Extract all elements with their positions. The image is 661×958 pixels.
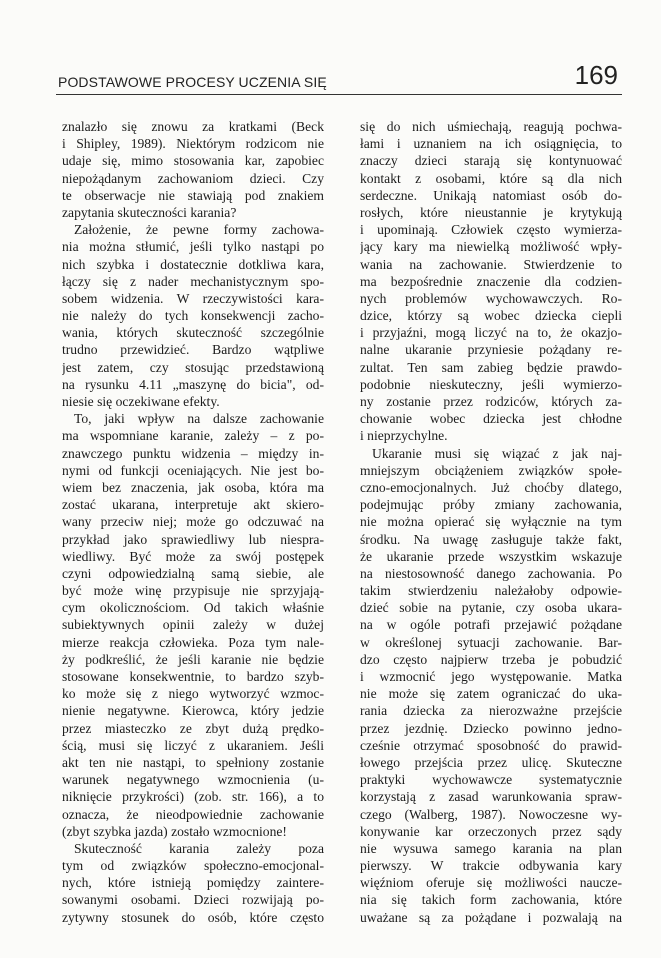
text-line: nie może się zatem ograniczać do uka- [360,686,622,702]
text-line: nienie negatywne. Kierowca, który jedzie [62,703,324,719]
text-line: zytywny stosunek do osób, które często [62,909,324,925]
text-line: subiektywnych opinii zależy w dużej [62,617,324,633]
text-line: jest zatem, czy stosując przedstawioną [62,359,324,375]
text-line: i Shipley, 1989). Niektórym rodzicom nie [62,136,324,152]
text-line: praktyki wychowawcze systematycznie [360,772,622,788]
text-line: przez miasteczko ze zbyt dużą prędko- [62,720,324,736]
text-line: sobem widzenia. W rzeczywistości kara- [62,290,324,306]
text-line: dzieć sobie na pytanie, czy osoba ukara- [360,600,622,616]
text-line: wiedliwy. Być może za swój postępek [62,548,324,564]
text-line: wania, których skuteczność szczególnie [62,325,324,341]
text-line: pierwszy. W trakcie odbywania kary [360,858,622,874]
text-line: łowego przejścia przez ulicę. Skuteczne [360,754,622,770]
text-line: nymi od funkcji oceniających. Nie jest bo- [62,462,324,478]
text-line: To, jaki wpływ na dalsze zachowanie [74,411,324,427]
text-line: ma bezpośrednie znaczenie dla codzien- [360,273,622,289]
text-line: łączy się z nader mechanistycznym spo- [62,273,324,289]
page-number: 169 [574,60,618,90]
text-line: rosłych, które nieustannie je krytykują [360,204,622,220]
text-line: i przyjaźni, mogą liczyć na to, że okazjo- [360,325,622,341]
text-line: na niestosowność danego zachowania. Po [360,565,622,581]
text-line: zultat. Ten sam zabieg będzie prawdo- [360,359,622,375]
text-line: ny zostanie przez rodziców, których za- [360,394,622,409]
text-line: serdeczne. Unikają natomiast osób do- [360,187,622,203]
text-line: i wzmocnić jego występowanie. Matka [360,669,622,684]
text-line: oznacza, że nieodpowiednie zachowanie [62,806,324,822]
text-line: się do nich uśmiechają, reagują pochwa- [360,119,622,134]
text-line: jący kary ma niewielką możliwość wpły- [360,239,622,255]
text-line: czego (Walberg, 1987). Nowoczesne wy- [360,806,622,822]
text-line: przez jezdnię. Dziecko powinno jedno- [360,720,622,736]
text-line: podejmując próby zmiany zachowania, [360,497,622,513]
text-line: takim stwierdzeniu należałoby odpowie- [360,583,622,599]
text-line: nie należy do tych konsekwencji zacho- [62,308,324,324]
text-line: nie wysuwa samego karania na plan [360,840,622,856]
text-line: i nieprzychylne. [360,428,448,444]
text-line: że ukaranie przede wszystkim wskazuje [360,548,622,564]
text-line: znaczy dzieci starają się kontynuować [360,153,622,169]
page-header [56,60,622,94]
text-line: Założenie, że pewne formy zachowa- [74,222,324,238]
text-line: niesie się oczekiwane efekty. [62,394,220,409]
text-line: nia się takich form zachowania, które [360,892,622,908]
text-line: więźniom oferuje się możliwości naucze- [360,875,622,891]
text-line: Skuteczność karania zależy poza [74,840,324,856]
text-line: Ukaranie musi się wiązać z jak naj- [372,445,622,461]
text-line: na rysunku 4.11 „maszynę do bicia", od- [62,376,324,392]
text-line: ma wspomniane karanie, zależy – z po- [62,428,324,444]
text-line: czno-emocjonalnych. Już choćby dlatego, [360,479,622,495]
text-line: stosowane konsekwentnie, to bardzo szyb- [62,669,324,684]
text-line: wiem bez znaczenia, jak osoba, która ma [62,479,324,495]
text-line: nych, które istnieją pomiędzy zaintere- [62,875,324,891]
text-line: rania dziecka za nierozważne przejście [360,703,622,719]
text-line: łami i uznaniem na ich osiągnięcia, to [360,136,622,152]
text-line: trudno przewidzieć. Bardzo wątpliwe [62,342,324,358]
text-line: ko może się z niego wytworzyć wzmoc- [62,686,324,702]
text-line: te obserwacje nie stawiają pod znakiem [62,187,324,203]
text-line: warunek negatywnego wzmocnienia (u- [62,772,324,788]
running-head: PODSTAWOWE PROCESY UCZENIA SIĘ [58,74,327,90]
text-line: uważane są za pożądane i pozwalają na [360,909,622,925]
text-line: i upominają. Człowiek często wymierza- [360,222,622,238]
left-text-column [62,118,324,926]
text-line: udaje się, mimo stosowania kar, zapobiec [62,153,324,169]
text-line: ścią, musi się liczyć z ukaraniem. Jeśli [62,737,324,753]
text-line: w określonej sytuacji zachowanie. Bar- [360,634,622,650]
text-line: nalne ukaranie przyniesie pożądany re- [360,342,622,358]
text-line: korzystają z zasad warunkowania spraw- [360,789,622,805]
text-line: nia można stłumić, jeśli tylko nastąpi po [62,239,324,255]
text-line: cym okolicznościom. Od takich właśnie [62,600,324,616]
text-line: wany przeciw niej; może go odczuwać na [62,514,324,530]
text-line: cześnie otrzymać sposobność do prawid- [360,737,622,753]
header-rule [56,94,622,95]
text-line: na w ogóle potrafi przejawić pożądane [360,617,622,633]
text-line: podobnie nieskuteczny, jeśli wymierzo- [360,376,622,392]
text-line: sowanymi osobami. Dzieci rozwijają po- [62,892,324,908]
text-line: czyni odpowiedzialną samą siebie, ale [62,565,324,581]
text-line: znalazło się znowu za kratkami (Beck [62,119,324,134]
text-line: akt ten nie nastąpi, to spełniony zostanie [62,754,324,770]
text-line: konywanie kar orzeczonych przez sądy [360,823,622,839]
text-line: zostać ukarana, interpretuje akt skiero- [62,497,324,513]
text-line: dzice, którzy są wobec dziecka ciepli [360,308,622,324]
text-line: przykład jako sprawiedliwy lub niespra- [62,531,324,547]
text-line: środku. Na uwagę zasługuje także fakt, [360,531,622,547]
text-line: ży podkreślić, że jeśli karanie nie będzie [62,651,324,667]
text-line: nie można opierać się wyłącznie na tym [360,514,622,530]
text-line: wania na zachowanie. Stwierdzenie to [360,256,622,272]
text-line: niknięcie przykrości) (zob. str. 166), a to [62,789,324,805]
text-line: znawczego punktu widzenia – między in- [62,445,324,461]
text-line: dzo często najpierw trzeba je pobudzić [360,651,622,667]
text-line: chowanie wobec dziecka jest chłodne [360,411,622,427]
text-line: nich szybka i dostatecznie dotkliwa kara, [62,256,324,272]
text-line: kontakt z osobami, które są dla nich [360,170,622,186]
text-line: mniejszym obciążeniem związków społe- [360,462,622,478]
text-line: mierze reakcja człowieka. Poza tym nale- [62,634,324,650]
text-line: zapytania skuteczności karania? [62,204,237,220]
right-text-column [360,118,622,926]
text-line: niepożądanym zachowaniom dzieci. Czy [62,170,324,186]
text-line: tym od związków społeczno-emocjonal- [62,858,324,874]
text-line: nych problemów wychowawczych. Ro- [360,290,622,306]
text-line: (zbyt szybka jazda) zostało wzmocnione! [62,823,287,839]
text-line: być może winę przypisuje nie sprzyjają- [62,583,324,599]
